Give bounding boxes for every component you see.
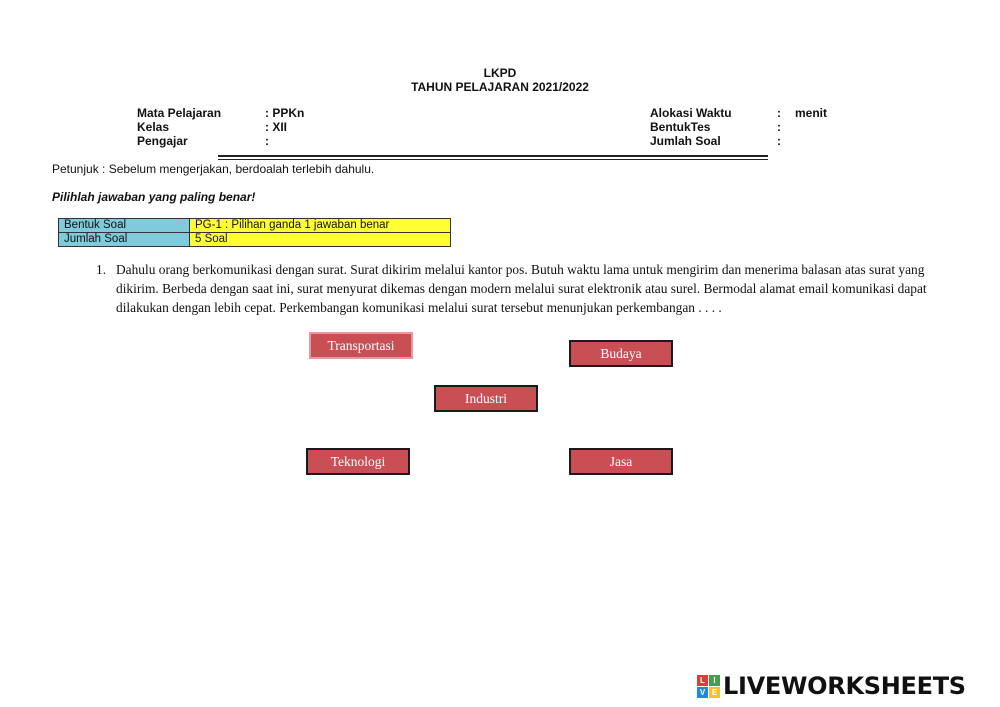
instruction-text: Pilihlah jawaban yang paling benar! — [52, 190, 256, 204]
header-divider — [218, 155, 768, 157]
liveworksheets-logo — [697, 672, 966, 700]
logo-letter-v: V — [697, 687, 708, 698]
petunjuk-text: Petunjuk : Sebelum mengerjakan, berdoalah terlebih dahulu. — [52, 162, 375, 176]
logo-text: LIVEWORKSHEETS — [723, 672, 966, 700]
option-budaya[interactable]: Budaya — [569, 340, 673, 367]
logo-icon — [697, 675, 720, 698]
logo-letter-i: I — [709, 675, 720, 686]
label-bentuk-tes: BentukTes — [650, 120, 711, 134]
label-pengajar: Pengajar — [137, 134, 188, 148]
option-jasa[interactable]: Jasa — [569, 448, 673, 475]
table-row — [59, 233, 451, 247]
colon-bentuk-tes: : — [777, 120, 781, 134]
info-label-jumlah-soal: Jumlah Soal — [59, 233, 190, 247]
label-jumlah-soal: Jumlah Soal — [650, 134, 721, 148]
option-transportasi[interactable]: Transportasi — [309, 332, 413, 359]
header-divider-thin — [218, 159, 768, 160]
info-table — [58, 218, 451, 247]
colon-alokasi-waktu: : — [777, 106, 781, 120]
info-label-bentuk-soal: Bentuk Soal — [59, 219, 190, 233]
value-alokasi-waktu: menit — [795, 106, 828, 120]
value-kelas: : XII — [265, 120, 288, 134]
value-pengajar: : — [265, 134, 269, 148]
colon-jumlah-soal: : — [777, 134, 781, 148]
info-value-bentuk-soal: PG-1 : Pilihan ganda 1 jawaban benar — [190, 219, 451, 233]
page-title: LKPD — [483, 66, 517, 80]
label-kelas: Kelas — [137, 120, 170, 134]
page-subtitle: TAHUN PELAJARAN 2021/2022 — [411, 80, 589, 94]
table-row — [59, 219, 451, 233]
label-mata-pelajaran: Mata Pelajaran — [137, 106, 222, 120]
question-text: Dahulu orang berkomunikasi dengan surat. Surat dikirim melalui kantor pos. Butuh waktu lama untuk mengirim dan menerima balasan atas surat yang dikirim. Berbeda dengan saat ini, surat menyurat dikemas dengan modern melalui surat elektronik atau surel. Bermodal alamat email komunikasi dapat dilakukan dengan lebih cepat. Perkembangan komunikasi melalui surat tersebut menunjukan perkembangan . . . . — [116, 262, 927, 315]
logo-letter-l: L — [697, 675, 708, 686]
question-number: 1. — [96, 262, 107, 277]
logo-letter-e: E — [709, 687, 720, 698]
info-value-jumlah-soal: 5 Soal — [190, 233, 451, 247]
option-teknologi[interactable]: Teknologi — [306, 448, 410, 475]
value-mata-pelajaran: : PPKn — [265, 106, 305, 120]
option-industri[interactable]: Industri — [434, 385, 538, 412]
label-alokasi-waktu: Alokasi Waktu — [650, 106, 732, 120]
